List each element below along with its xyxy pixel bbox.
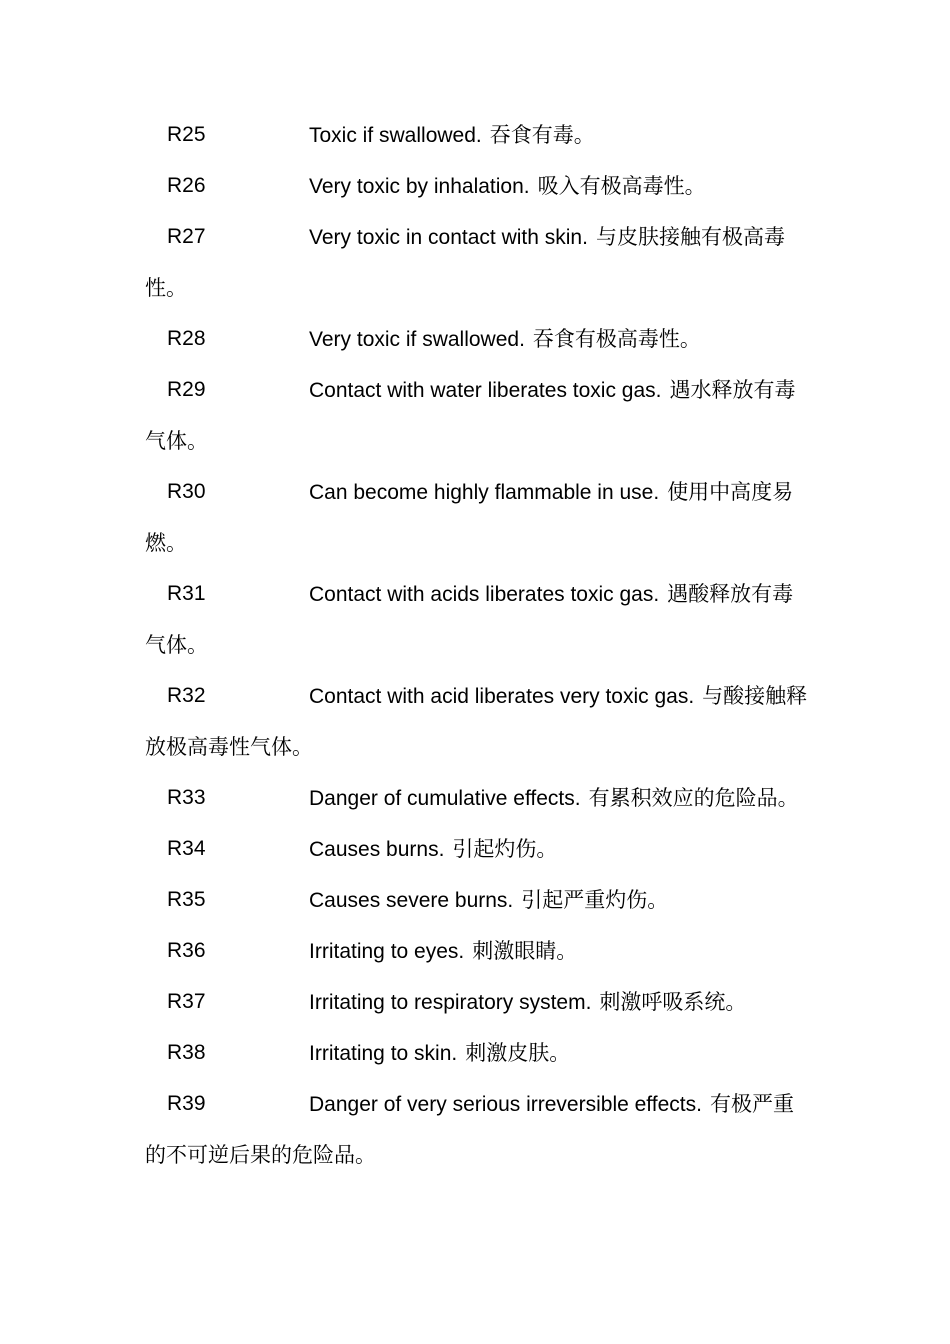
risk-phrase-code: R35 (167, 888, 206, 911)
risk-phrase-chinese: 与酸接触释放极高毒性气体。 (145, 684, 808, 759)
risk-phrase-english: Irritating to respiratory system. (309, 991, 592, 1014)
risk-phrase-item (145, 824, 810, 875)
risk-phrase-code: R34 (167, 837, 206, 860)
risk-phrase-item (145, 365, 810, 467)
risk-phrase-code: R30 (167, 480, 206, 503)
risk-phrase-english: Irritating to skin. (309, 1042, 458, 1065)
risk-phrase-chinese: 刺激皮肤。 (465, 1041, 571, 1065)
risk-phrase-chinese: 引起严重灼伤。 (521, 888, 669, 912)
risk-phrase-chinese: 吸入有极高毒性。 (537, 174, 706, 198)
risk-phrase-chinese: 吞食有毒。 (489, 123, 595, 147)
risk-phrase-chinese: 刺激呼吸系统。 (599, 990, 747, 1014)
risk-phrase-english: Toxic if swallowed. (309, 124, 482, 147)
risk-phrase-chinese: 有极严重的不可逆后果的危险品。 (145, 1092, 794, 1167)
risk-phrase-code: R28 (167, 327, 206, 350)
risk-phrase-list (145, 110, 810, 1181)
risk-phrase-item (145, 467, 810, 569)
risk-phrase-english: Can become highly flammable in use. (309, 481, 660, 504)
risk-phrase-chinese: 刺激眼睛。 (472, 939, 578, 963)
risk-phrase-code: R37 (167, 990, 206, 1013)
risk-phrase-english: Causes severe burns. (309, 889, 514, 912)
risk-phrase-code: R31 (167, 582, 206, 605)
risk-phrase-chinese: 吞食有极高毒性。 (532, 327, 701, 351)
risk-phrase-code: R27 (167, 225, 206, 248)
risk-phrase-chinese: 遇酸释放有毒气体。 (145, 582, 794, 657)
risk-phrase-item (145, 875, 810, 926)
risk-phrase-code: R29 (167, 378, 206, 401)
risk-phrase-item (145, 926, 810, 977)
risk-phrase-item (145, 161, 810, 212)
risk-phrase-chinese: 使用中高度易燃。 (145, 480, 794, 555)
risk-phrase-english: Danger of cumulative effects. (309, 787, 581, 810)
risk-phrase-item (145, 1028, 810, 1079)
risk-phrase-english: Very toxic by inhalation. (309, 175, 530, 198)
risk-phrase-item (145, 671, 810, 773)
risk-phrase-english: Very toxic if swallowed. (309, 328, 525, 351)
risk-phrase-item (145, 1079, 810, 1181)
risk-phrase-item (145, 110, 810, 161)
risk-phrase-item (145, 314, 810, 365)
risk-phrase-code: R39 (167, 1092, 206, 1115)
risk-phrase-english: Danger of very serious irreversible effects. (309, 1093, 702, 1116)
risk-phrase-english: Causes burns. (309, 838, 445, 861)
risk-phrase-code: R26 (167, 174, 206, 197)
risk-phrase-item (145, 977, 810, 1028)
risk-phrase-chinese: 引起灼伤。 (452, 837, 558, 861)
risk-phrase-english: Contact with acid liberates very toxic gas. (309, 685, 695, 708)
risk-phrase-english: Very toxic in contact with skin. (309, 226, 588, 249)
risk-phrase-code: R36 (167, 939, 206, 962)
risk-phrase-english: Contact with acids liberates toxic gas. (309, 583, 660, 606)
risk-phrase-code: R32 (167, 684, 206, 707)
risk-phrase-english: Irritating to eyes. (309, 940, 465, 963)
risk-phrase-english: Contact with water liberates toxic gas. (309, 379, 662, 402)
risk-phrase-item (145, 212, 810, 314)
risk-phrase-code: R25 (167, 123, 206, 146)
risk-phrase-chinese: 遇水释放有毒气体。 (145, 378, 796, 453)
risk-phrase-chinese: 有累积效应的危险品。 (588, 786, 799, 810)
risk-phrase-item (145, 569, 810, 671)
risk-phrase-item (145, 773, 810, 824)
risk-phrase-code: R33 (167, 786, 206, 809)
risk-phrase-code: R38 (167, 1041, 206, 1064)
risk-phrase-chinese: 与皮肤接触有极高毒性。 (145, 225, 785, 300)
